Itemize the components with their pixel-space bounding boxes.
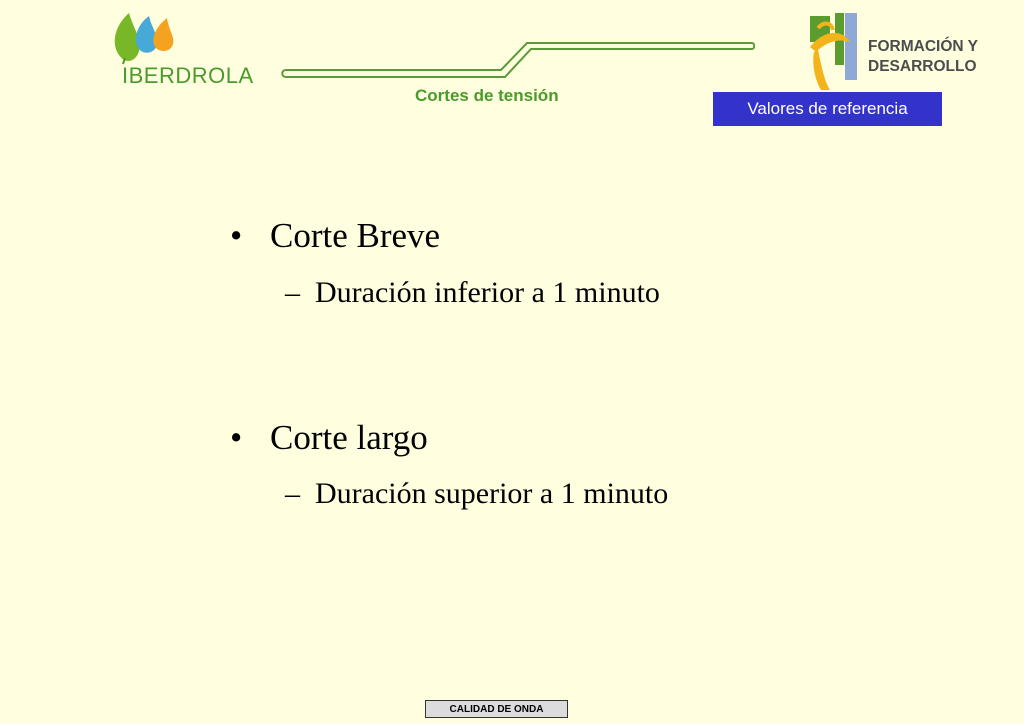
bullet-item <box>230 418 428 458</box>
iberdrola-drops-icon <box>108 8 178 68</box>
bullet-label: Corte largo <box>270 418 428 457</box>
formacion-desarrollo-logo <box>800 10 995 92</box>
iberdrola-logo <box>100 8 285 94</box>
reference-values-button[interactable]: Valores de referencia <box>713 92 942 126</box>
header-decorative-line <box>280 42 755 82</box>
section-title: Cortes de tensión <box>415 86 559 105</box>
desarrollo-line: DESARROLLO <box>868 58 977 75</box>
formacion-line: FORMACIÓN Y <box>868 38 978 55</box>
bullet-item <box>230 216 440 256</box>
dash-icon: – <box>285 276 300 309</box>
formacion-desarrollo-icon <box>800 10 862 92</box>
sub-item-text: Duración inferior a 1 minuto <box>315 276 660 309</box>
dash-icon: – <box>285 477 300 510</box>
brand-name: IBERDROLA <box>122 63 254 88</box>
sub-item <box>285 477 668 511</box>
footer-label: CALIDAD DE ONDA <box>425 700 568 718</box>
bullet-label: Corte Breve <box>270 216 441 255</box>
sub-item <box>285 276 660 310</box>
bullet-dot-icon: • <box>230 216 243 255</box>
bullet-dot-icon: • <box>230 418 243 457</box>
formacion-desarrollo-text <box>868 37 978 77</box>
sub-item-text: Duración superior a 1 minuto <box>315 477 669 510</box>
